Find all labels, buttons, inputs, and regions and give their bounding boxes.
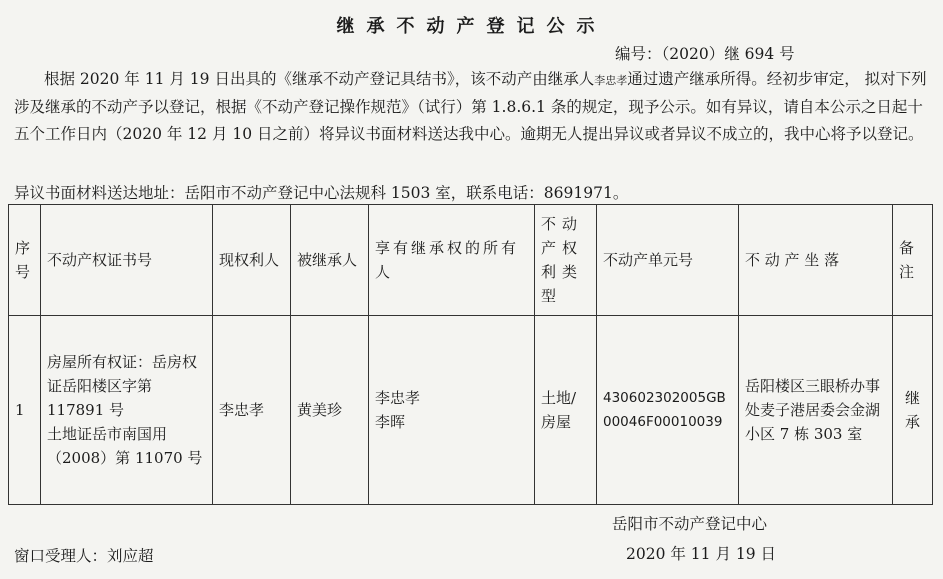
- document-number: 编号：（2020）继 694 号: [615, 45, 795, 63]
- cell-remark: 继承: [893, 316, 933, 505]
- notice-body-part1: 根据 2020 年 11 月 19 日出具的《继承不动产登记具结书》，该不动产由继承人: [44, 70, 595, 88]
- cert-land: 土地证岳市南国用（2008）第 11070 号: [47, 425, 203, 467]
- registration-table: [8, 204, 933, 505]
- notice-title: 继承不动产登记公示: [336, 16, 607, 37]
- issuing-office: 岳阳市不动产登记中心: [612, 515, 768, 533]
- header-cert-no: 不动产权证书号: [41, 205, 213, 316]
- header-heirs: 享有继承权的所有人: [369, 205, 535, 316]
- cell-right-type: 土地/房屋: [535, 316, 597, 505]
- heir-name-inline: 李忠孝: [594, 74, 628, 87]
- table-row: [9, 316, 933, 505]
- cell-current-holder: 李忠孝: [213, 316, 291, 505]
- notice-body-part2: 通过遗产继承所得。经初步审定， 拟对下列涉及继承的不动产予以登记，根据《不动产登记操作规范》（试行）第 1.8.6.1 条的规定，现予公示。如有异议，请自本公示之日起十五个工作日内（2020 年 12 月 10 日之前）将异议书面材料送达我中心。逾期无人提出异议或者异议不成立的，我中心将予以登记。: [14, 70, 927, 143]
- header-seq: 序号: [9, 205, 41, 316]
- cell-cert-no: [41, 316, 213, 505]
- header-decedent: 被继承人: [291, 205, 369, 316]
- header-right-type: 不动产权利类型: [535, 205, 597, 316]
- cell-heirs: [369, 316, 535, 505]
- cell-location: 岳阳楼区三眼桥办事处麦子港居委会金湖小区 7 栋 303 室: [739, 316, 893, 505]
- header-unit-no: 不动产单元号: [597, 205, 739, 316]
- notice-body: [14, 66, 932, 148]
- heir-1: 李忠孝: [375, 389, 421, 407]
- issue-date: 2020 年 11 月 19 日: [626, 545, 777, 563]
- cell-decedent: 黄美珍: [291, 316, 369, 505]
- table-header-row: [9, 205, 933, 316]
- header-remark: 备注: [893, 205, 933, 316]
- cell-seq: 1: [9, 316, 41, 505]
- header-location: 不 动 产 坐 落: [739, 205, 893, 316]
- header-current-holder: 现权利人: [213, 205, 291, 316]
- objection-address: 异议书面材料送达地址：岳阳市不动产登记中心法规科 1503 室，联系电话：8691971。: [14, 184, 629, 202]
- cell-unit-no: 430602302005GB00046F00010039: [597, 316, 739, 505]
- window-clerk: 窗口受理人：刘应超: [14, 547, 154, 565]
- heir-2: 李晖: [375, 413, 406, 431]
- cert-house: 房屋所有权证：岳房权证岳阳楼区字第 117891 号: [47, 353, 198, 419]
